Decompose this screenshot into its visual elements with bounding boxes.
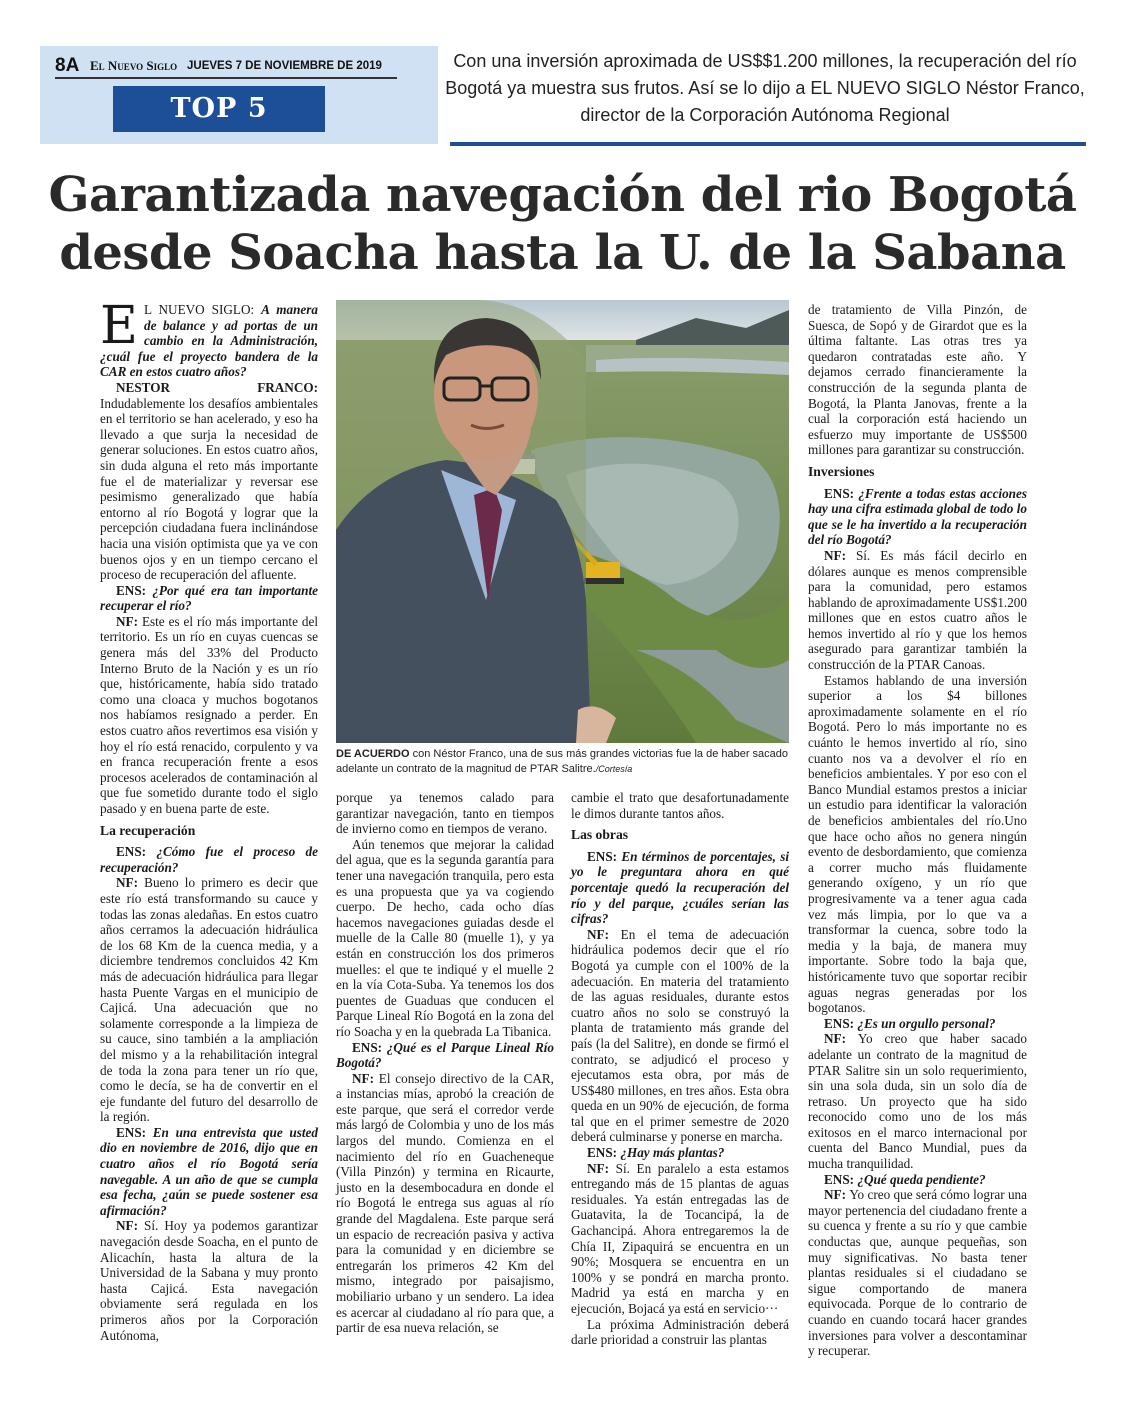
answer-paragraph: NF: En el tema de adecuación hidráulica podemos decir que el río Bogotá ya cumple con el 100% de la adecuación. En materia del tratamiento de las aguas residuales, durante estos cuatro años no solo se construyó la planta de tratamiento más grande del país (la del Salitre), en donde se firmó el contrato, se adjudicó el proceso y ejecutamos esta obra, por más de US$480 millones, en tres años. Esta obra queda en un 90% de ejecución, de forma tal que en el primer semestre de 2020 deberá culminarse y ponerse en marcha. [571, 926, 789, 1145]
question-paragraph: ENS: ¿Hay más plantas? [587, 1145, 725, 1161]
question-paragraph: ENS: ¿Qué queda pendiente? [824, 1171, 986, 1187]
subhead-obras: Las obras [571, 827, 629, 843]
question-paragraph: ENS: En términos de porcentajes, si yo le preguntara ahora en qué porcentaje quedó la recuperación del río y del parque, ¿cuáles serían las cifras? [571, 848, 789, 927]
headline-line-1: Garantizada navegación del rio Bogotá [48, 167, 1077, 223]
article-column-2 [336, 790, 554, 1336]
question-paragraph: ENS: ¿Es un orgullo personal? [824, 1015, 996, 1031]
answer-paragraph: NF: Bueno lo primero es decir que este río está transformando su cauce y todas las zonas aledañas. En estos cuatro años cerramos la adecuación hidráulica de los 68 Km de la cuenca media, y a diciembre tendremos concluidos 42 Km más de adecuación hidráulica para llegar hasta Puente Vargas en el municipio de Cajicá. Una adecuación que no solamente corresponde a la limpieza de su cauce, sino también a la ampliación del mismo y a la rehabilitación integral de toda la zona para tener un río que, como le decía, se ha de convertir en el eje fundante del futuro del desarrollo de la región. [100, 875, 318, 1125]
article-column-3 [571, 790, 789, 1348]
question-paragraph: ENS: ¿Cómo fue el proceso de recuperación? [100, 844, 319, 875]
question-paragraph: ENS: ¿Por qué era tan importante recuperar el río? [100, 582, 319, 614]
section-badge: TOP 5 [113, 86, 325, 132]
photo-illustration [336, 300, 789, 743]
newspaper-name: El Nuevo Siglo [90, 58, 178, 73]
article-photo [336, 300, 789, 743]
article-column-1 [100, 296, 319, 1343]
answer-paragraph: NF: Yo creo que haber sacado adelante un contrato de la magnitud de PTAR Salitre sin un solo requerimiento, sin una sola duda, sin un solo día de retraso. Un proyecto que ha sido reconocido como uno de los más exitosos en el marco internacional por cuenta del Banco Mundial, pues da mucha tranquilidad. [808, 1031, 1027, 1172]
answer-paragraph: NF: Yo creo que será cómo lograr una mayor pertenencia del ciudadano frente a su cuenca y frente a su río y que cambie conductas que, aunque pequeñas, son muy significativas. No basta tener plantas residuales si el ciudadano se sigue comportando de manera equivocada. Porque de lo contrario de cuando en cuando tocará hacer grandes inversiones para volver a descontaminar y recuperar. [808, 1187, 1027, 1359]
photo-caption [336, 747, 789, 777]
header-rule [55, 77, 397, 79]
headline-line-2: desde Soacha hasta la U. de la Sabana [59, 225, 1066, 281]
subhead-inversiones: Inversiones [808, 463, 875, 479]
deck-rule [450, 142, 1086, 146]
body-paragraph: La próxima Administración deberá darle prioridad a construir las plantas [571, 1316, 789, 1348]
page-folio: 8A [55, 55, 80, 76]
subhead-recuperacion: La recuperación [100, 822, 196, 838]
question-paragraph: ENS: ¿Qué es el Parque Lineal Río Bogotá? [336, 1039, 555, 1071]
caption-lead: DE ACUERDO [336, 748, 410, 760]
answer-paragraph: NF: Este es el río más importante del territorio. Es un río en cuyas cuencas se genera más del 33% del Producto Interno Bruto de la Nación y es un río que, históricamente, había sido tratado como una cloaca y muchos bogotanos nos habíamos resignado a perder. En estos cuatro años revertimos esa visión y hoy el río está renacido, corpulento y va en franca recuperación frente a esos procesos acelerados de contaminación al que fue sometido durante todo el siglo pasado y en buena parte de este. [100, 613, 318, 816]
article-column-4 [808, 302, 1027, 1359]
question-paragraph: ENS: ¿Frente a todas estas acciones hay una cifra estimada global de todo lo que se le ha invertido a la recuperación del río Bogotá? [808, 485, 1027, 548]
answer-paragraph: NF: Sí. En paralelo a esta estamos entregando más de 15 plantas de aguas residuales. Ya están entregadas las de Guatavita, la de Tocancipá, la de Gachancipá. Ahora entregaremos la de Chía II, Zipaquirá se encuentra en un 90%; Mosquera se encuentra en un 100% y se pondrá en marcha pronto. Madrid ya está en marcha y en ejecución, Bojacá ya está en servicio··· [571, 1160, 789, 1316]
answer-paragraph: NF: Sí. Hoy ya podemos garantizar navegación desde Soacha, en el punto de Alicachín, hasta la altura de la Universidad de la Sabana y muy pronto hasta Cajicá. Esta navegación obviamente será regulada en los primeros años por la Corporación Autónoma, [100, 1218, 318, 1343]
article-deck: Con una inversión aproximada de US$$1.200 millones, la recuperación del río Bogotá ya muestra sus frutos. Así se lo dijo a EL NUEVO SIGLO Néstor Franco, director de la Corporación Autónoma Regional [445, 51, 1085, 125]
body-paragraph: Aún tenemos que mejorar la calidad del agua, que es la segunda garantía para tener una navegación tranquila, pero esta es una propuesta que ya va cogiendo cuerpo. De hecho, cada ocho días hacemos navegaciones guiadas desde el muelle de la Calle 80 (muelle 1), y ya están en construcción los dos primeros muelles: el que te indiqué y el muelle 2 en la vía Cota-Suba. Ya tenemos los dos puentes de Guaduas que conducen el Parque Lineal Río Bogotá en la zona del río Soacha y en la quebrada La Tibanica. [336, 836, 554, 1039]
body-paragraph: porque ya tenemos calado para garantizar navegación, tanto en tiempos de invierno como en tiempos de verano. [336, 790, 554, 837]
intro-question: E L NUEVO SIGLO: A manera de balance y ad portas de un cambio en la Administración, ¿cuál fue el proyecto bandera de la CAR en estos cuatro años? [100, 296, 318, 380]
photo-credit: /Cortesía [595, 764, 633, 774]
caption-text: con Néstor Franco, una de sus más grandes victorias fue la de haber sacado adelante un contrato de la magnitud de PTAR Salitre. [336, 748, 789, 775]
intro-label: L NUEVO SIGLO: [143, 302, 262, 317]
answer-paragraph: NF: El consejo directivo de la CAR, a instancias mías, aprobó la creación de este parque, que será el corredor verde más largó de Colombia y uno de los más largos del mundo. Comienza en el nacimiento del río en Guacheneque (Villa Pinzón) y termina en Ricaurte, justo en la desembocadura en donde el río Bogotá le entrega sus aguas al río grande del Magdalena. Este parque será un espacio de recreación pasiva y activa para la comunidad y en diciembre se entregarán los primeros 42 Km del mismo, integrado por paisajismo, mobiliario urbano y un sendero. La idea es acercar al ciudadano al río para que, a partir de esa nueva relación, se [336, 1070, 554, 1336]
body-paragraph: Estamos hablando de una inversión superior a los $4 billones aproximadamente solamente en el río Bogotá. Pero lo más importante no es cuánto le hemos invertido al río, sino cuanto nos va a devolver el río en beneficios ambientales. Y por eso con el Banco Mundial estamos prestos a iniciar un estudio para identificar la valoración de beneficios ambientales del río.Uno que hace ocho años no genera ningún evento de desbordamiento, que comienza a correr mucho más fluidamente generando oxígeno, y un río que progresivamente va a tener agua cada vez más limpia, por lo que va a transformar la cuenca, sobre todo la media y la baja, de manera muy importante. Sobre todo la baja que, históricamente tuvo que soportar recibir aguas negras generadas por los bogotanos. [808, 672, 1027, 1016]
question-paragraph: ENS: En una entrevista que usted dio en noviembre de 2016, dijo que en cuatro años el río Bogotá sería navegable. A un año de que se cumpla esa fecha, ¿aún se puede sostener esa afirmación? [100, 1124, 319, 1218]
answer-paragraph: NESTOR FRANCO: Indudablemente los desafíos ambientales en el territorio se han acelerado, y eso ha llevado a que surja la necesidad de generar soluciones. En estos cuatro años, sin duda alguna el reto más importante fue el de materializar y reversar ese pesimismo generalizado que había entorno al río Bogotá y lograr que la percepción ciudadana fuera inclinándose hacia una visión optimista que ya ve con buenos ojos y en un tiempo cercano el proceso de recuperación del afluente. [100, 379, 318, 583]
answer-paragraph: NF: Sí. Es más fácil decirlo en dólares aunque es menos comprensible para la comunidad, pero estamos hablando de aproximadamente US$1.200 millones que en estos cuatro años le hemos invertido al río y que los hemos asegurado para garantizar también la construcción de la PTAR Canoas. [808, 547, 1027, 673]
headline [40, 166, 1085, 282]
issue-date: JUEVES 7 DE NOVIEMBRE DE 2019 [187, 60, 382, 72]
body-paragraph: de tratamiento de Villa Pinzón, de Suesca, de Sopó y de Girardot que es la última faltante. Las otras tres ya quedaron contratadas este año. Y dejamos cerrado financieramente la construcción de la segunda planta de Bogotá, la Planta Janovas, frente a la cual la corporación está haciendo un esfuerzo muy importante de US$500 millones para garantizar su construcción. [808, 302, 1027, 458]
drop-cap: E [100, 296, 138, 356]
body-paragraph: cambie el trato que desafortunadamente le dimos durante tantos años. [571, 790, 789, 821]
